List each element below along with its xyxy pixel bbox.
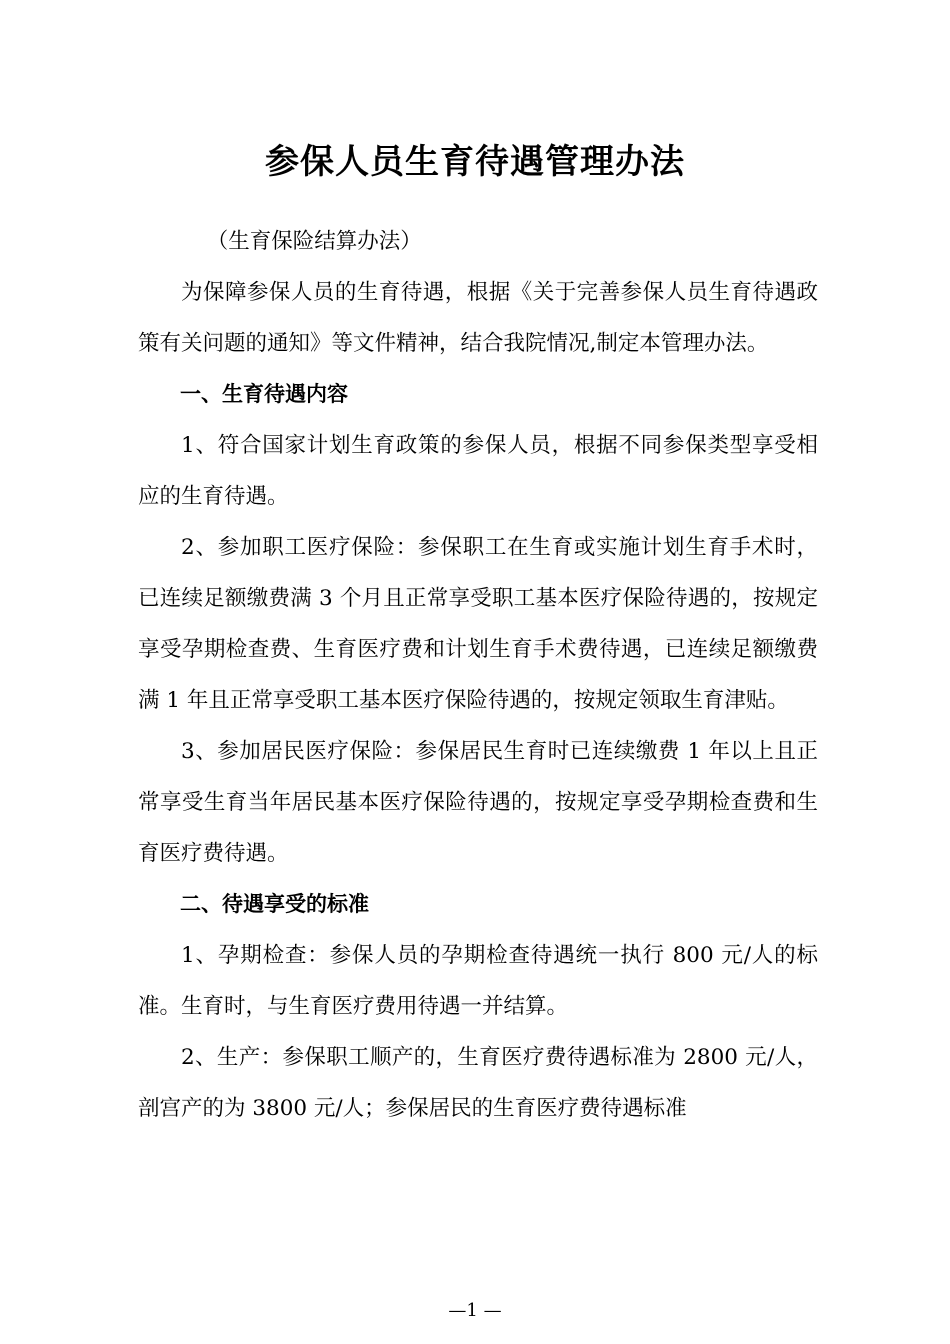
document-title: 参保人员生育待遇管理办法 <box>265 142 685 182</box>
paragraph: 3、参加居民医疗保险：参保居民生育时已连续缴费 1 年以上且正常享受生育当年居民基本医疗保险待遇的，按规定享受孕期检查费和生育医疗费待遇。 <box>138 739 818 866</box>
document-body <box>138 216 818 1134</box>
paragraph: 为保障参保人员的生育待遇，根据《关于完善参保人员生育待遇政策有关问题的通知》等文件精神，结合我院情况,制定本管理办法。 <box>138 280 818 356</box>
paragraph: 1、符合国家计划生育政策的参保人员，根据不同参保类型享受相应的生育待遇。 <box>138 433 818 509</box>
document-subtitle: （生育保险结算办法） <box>206 229 422 254</box>
paragraph: 1、孕期检查：参保人员的孕期检查待遇统一执行 800 元/人的标准。生育时，与生育医疗费用待遇一并结算。 <box>138 943 818 1019</box>
page-number: —1 — <box>448 1300 502 1321</box>
section-heading: 二、待遇享受的标准 <box>180 892 369 916</box>
paragraph: 2、参加职工医疗保险：参保职工在生育或实施计划生育手术时，已连续足额缴费满 3 个月且正常享受职工基本医疗保险待遇的，按规定享受孕期检查费、生育医疗费和计划生育手术费待遇，已连续足额缴费满 1 年且正常享受职工基本医疗保险待遇的，按规定领取生育津贴。 <box>138 535 818 713</box>
section-heading: 一、生育待遇内容 <box>180 382 348 406</box>
paragraph: 2、生产：参保职工顺产的，生育医疗费待遇标准为 2800 元/人，剖宫产的为 3800 元/人；参保居民的生育医疗费待遇标准 <box>138 1045 818 1121</box>
